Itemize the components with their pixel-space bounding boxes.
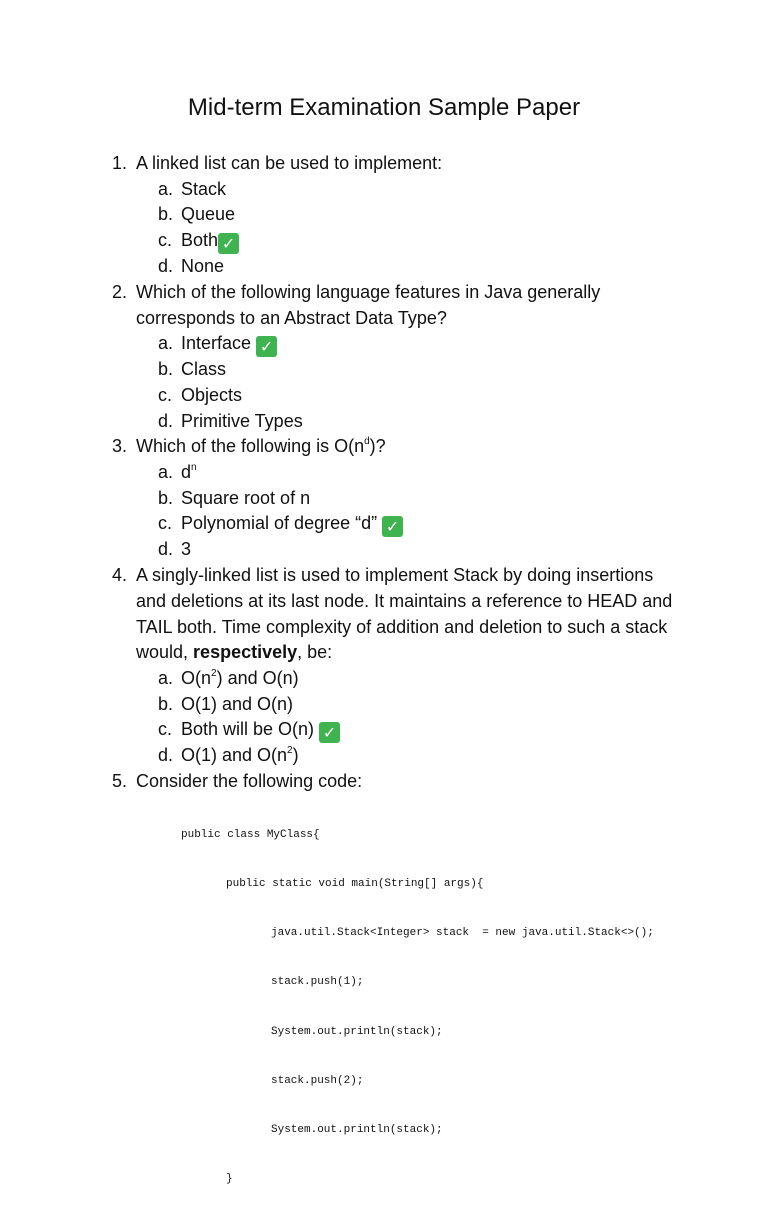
option-text: Class <box>181 359 227 380</box>
code-line: java.util.Stack<Integer> stack = new java.util.Stack<>(); <box>271 927 654 940</box>
superscript: d <box>364 436 370 448</box>
option-text-end: ) <box>292 745 299 766</box>
option-letter: a. <box>158 178 174 199</box>
option-1b <box>0 202 768 228</box>
option-letter: c. <box>158 230 173 251</box>
option-text: O(1) and O(n <box>181 745 288 766</box>
option-letter: b. <box>158 487 174 508</box>
option-letter: d. <box>158 745 174 766</box>
option-3d <box>0 537 768 563</box>
option-letter: c. <box>158 384 173 405</box>
option-1a <box>0 177 768 203</box>
code-line: System.out.println(stack); <box>271 1124 443 1137</box>
option-1c <box>0 228 768 254</box>
option-letter: d. <box>158 410 174 431</box>
option-text: Interface <box>181 333 252 354</box>
question-text-end: , be: <box>297 642 333 663</box>
option-letter: b. <box>158 359 174 380</box>
check-mark-icon: ✓ <box>256 336 277 357</box>
option-4c <box>0 717 768 743</box>
option-text: Both <box>181 230 219 251</box>
option-letter: a. <box>158 333 174 354</box>
option-letter: b. <box>158 204 174 225</box>
superscript: 2 <box>287 745 293 757</box>
superscript: 2 <box>211 667 217 679</box>
code-line: stack.push(2); <box>271 1074 364 1087</box>
option-4b <box>0 692 768 718</box>
code-line: } <box>226 1173 233 1186</box>
option-text: None <box>181 256 225 277</box>
question-number: 5. <box>112 771 128 792</box>
option-text: O(1) and O(n) <box>181 693 294 714</box>
check-mark-icon: ✓ <box>218 233 239 254</box>
code-line: System.out.println(stack); <box>271 1025 443 1038</box>
code-line: public static void main(String[] args){ <box>226 878 484 891</box>
option-text: Polynomial of degree “d” <box>181 513 378 534</box>
option-text: d <box>181 462 192 483</box>
option-3c <box>0 511 768 537</box>
question-list <box>0 151 768 795</box>
question-text-end: )? <box>369 436 386 457</box>
question-text: Which of the following is O(n <box>136 436 365 457</box>
question-text: Which of the following language features in Java generally corresponds to an Abstract Data Type? <box>136 281 601 328</box>
option-text: Both will be O(n) <box>181 719 315 740</box>
question-1 <box>0 151 768 280</box>
option-letter: d. <box>158 256 174 277</box>
option-1d <box>0 254 768 280</box>
question-text: A singly-linked list is used to implement Stack by doing insertions and deletions at its last node. It maintains a reference to HEAD and TAIL both. Time complexity of addition and deletion to such a stack would, <box>136 565 673 663</box>
question-number: 2. <box>112 281 128 302</box>
option-text: Objects <box>181 384 243 405</box>
option-2a <box>0 331 768 357</box>
option-4a <box>0 666 768 692</box>
option-letter: a. <box>158 462 174 483</box>
question-text: Consider the following code: <box>136 771 363 792</box>
option-text-end: ) and O(n) <box>216 667 299 688</box>
option-letter: b. <box>158 693 174 714</box>
option-3a <box>0 460 768 486</box>
check-mark-icon: ✓ <box>382 516 403 537</box>
question-5 <box>0 769 768 795</box>
question-number: 1. <box>112 153 128 173</box>
question-4 <box>0 563 768 769</box>
option-2b <box>0 357 768 383</box>
option-4d <box>0 743 768 769</box>
code-line: stack.push(1); <box>271 976 364 989</box>
emphasis-text: respectively <box>193 642 298 663</box>
code-line: public class MyClass{ <box>181 828 320 841</box>
code-block <box>181 794 654 1221</box>
page-title: Mid-term Examination Sample Paper <box>187 94 581 121</box>
option-letter: d. <box>158 539 174 560</box>
option-letter: c. <box>158 513 173 534</box>
option-3b <box>0 486 768 512</box>
question-2 <box>0 280 768 435</box>
superscript: n <box>191 462 197 474</box>
option-text: Primitive Types <box>181 410 303 431</box>
option-letter: c. <box>158 719 173 740</box>
check-mark-icon: ✓ <box>319 722 340 743</box>
question-3 <box>0 434 768 563</box>
question-text: A linked list can be used to implement: <box>136 153 443 173</box>
option-2c <box>0 383 768 409</box>
question-number: 4. <box>112 565 128 586</box>
option-text: Stack <box>181 178 227 199</box>
option-text: 3 <box>181 539 192 560</box>
option-2d <box>0 409 768 435</box>
option-text: O(n <box>181 667 212 688</box>
option-letter: a. <box>158 667 174 688</box>
option-text: Square root of n <box>181 487 311 508</box>
question-number: 3. <box>112 436 128 457</box>
option-text: Queue <box>181 204 236 225</box>
